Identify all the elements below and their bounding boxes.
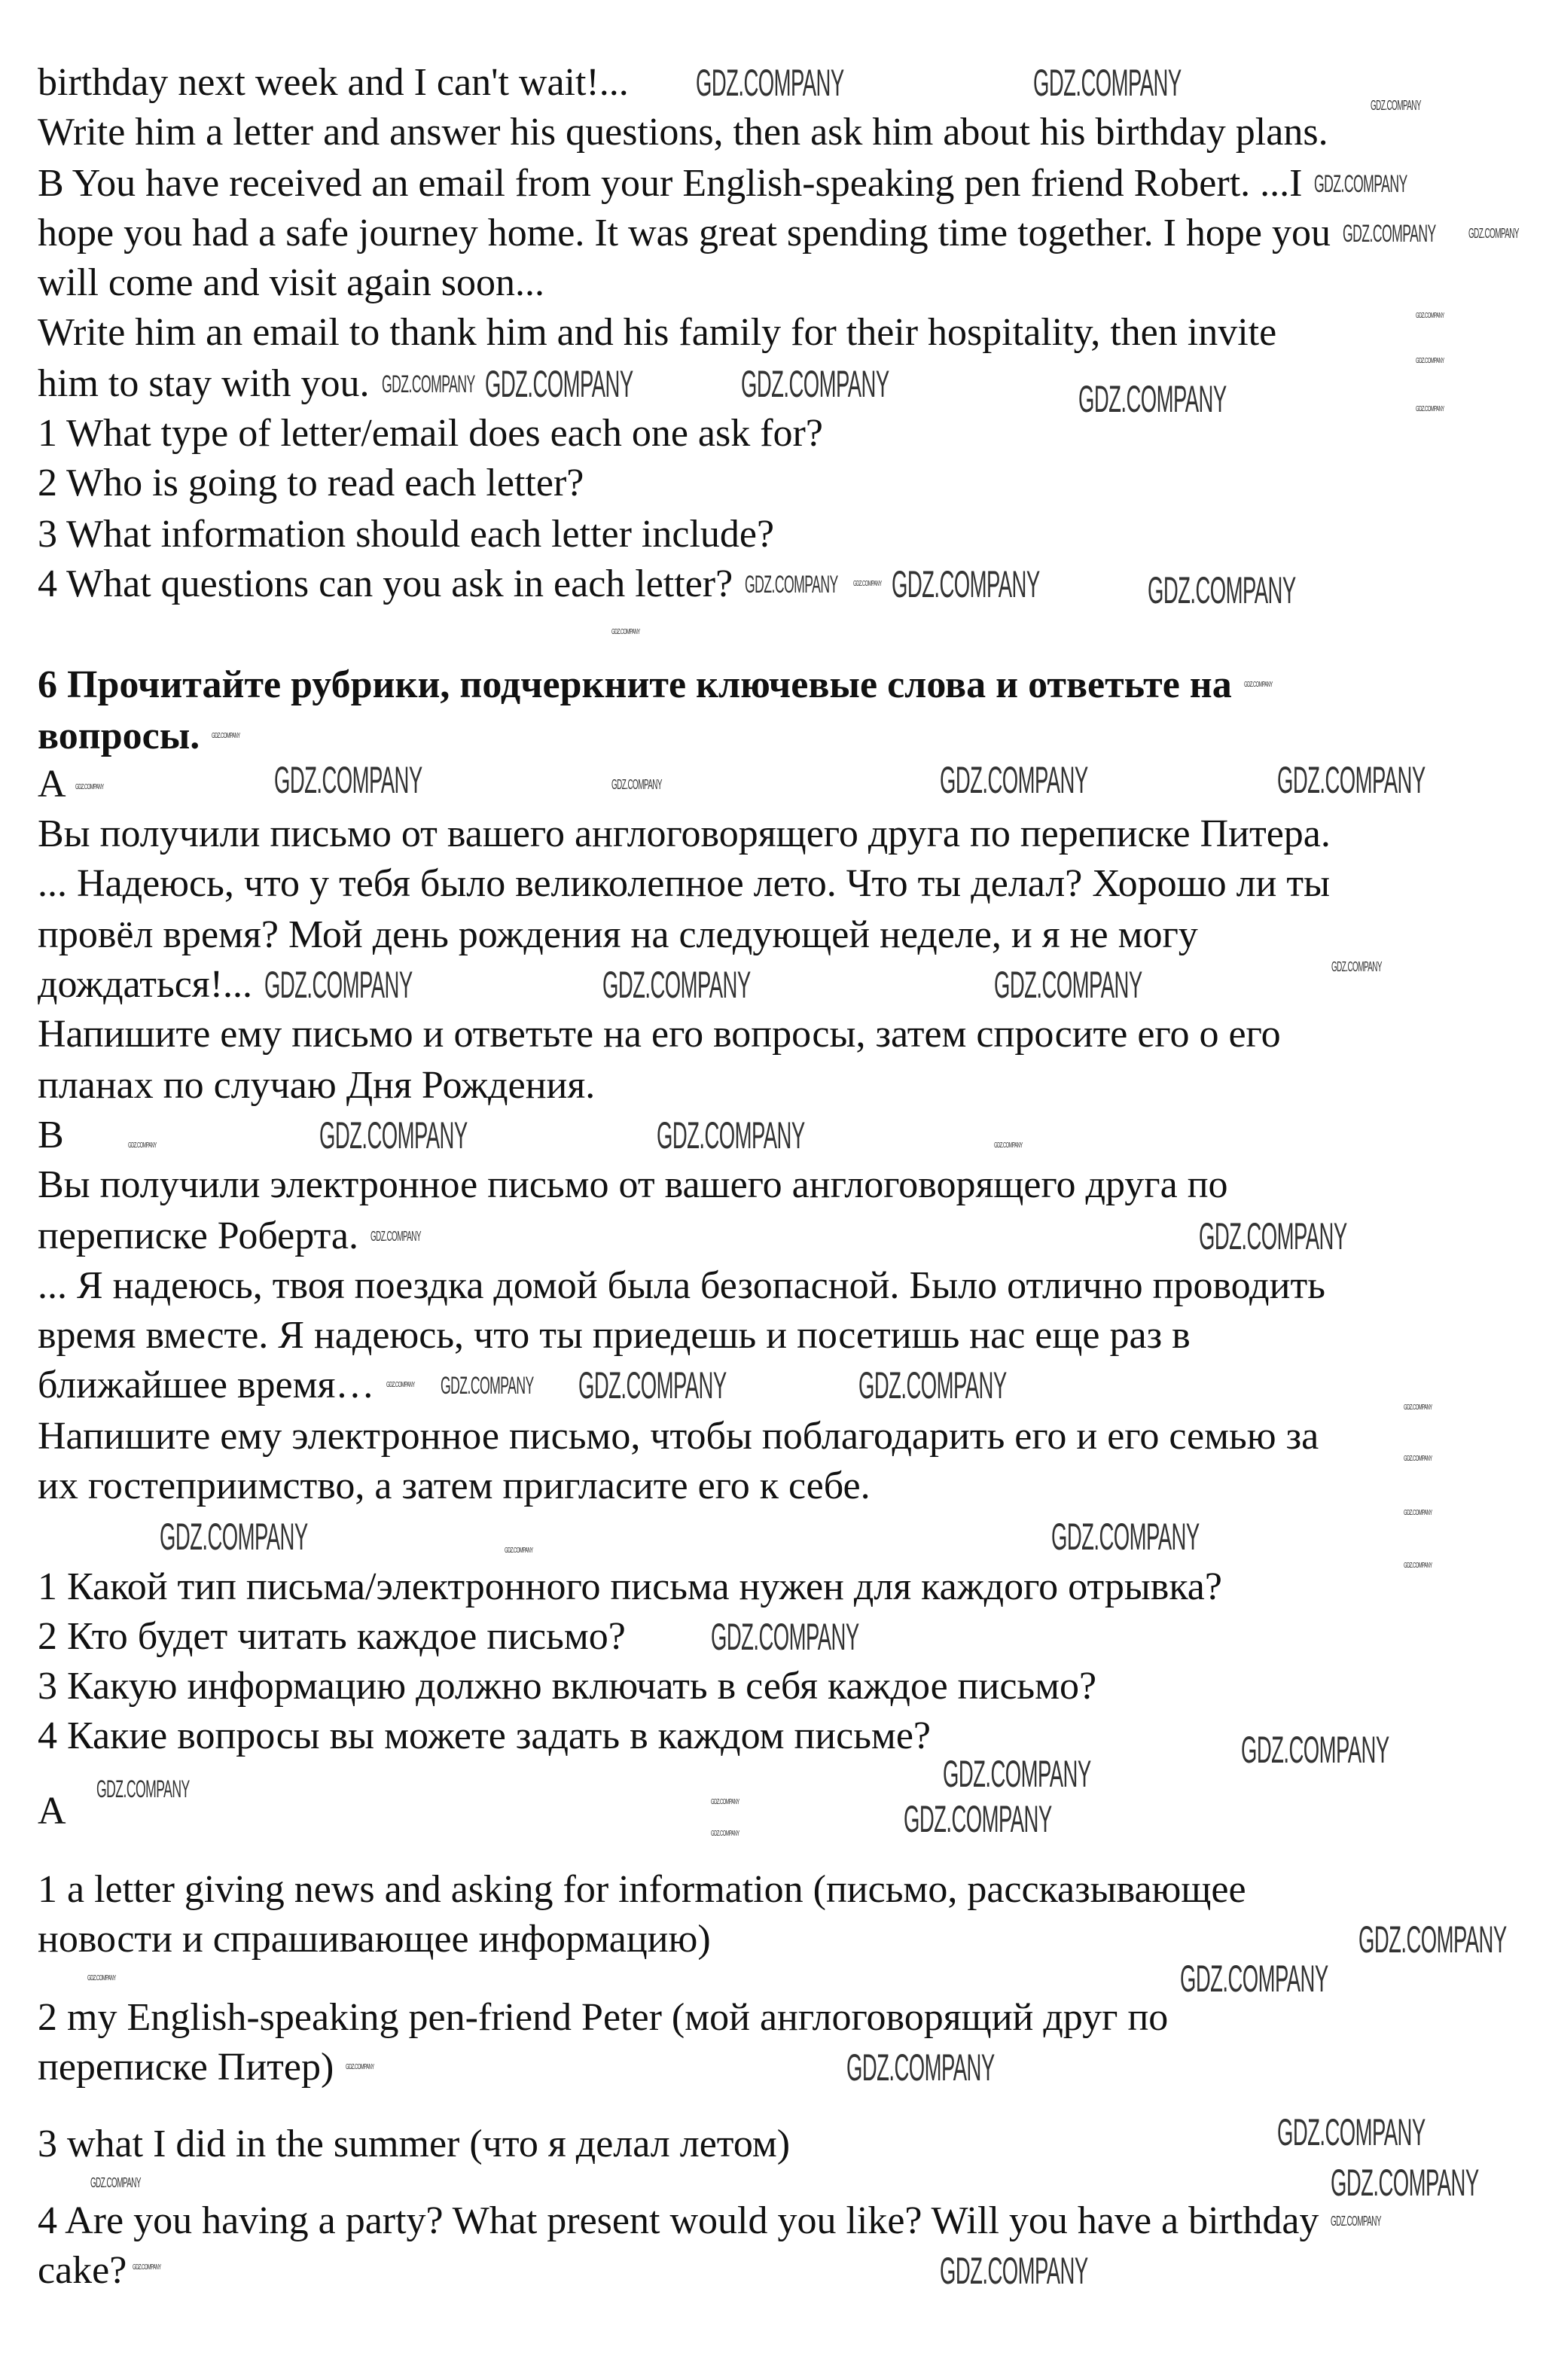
watermark-text: GDZ.COMPANY	[1416, 357, 1444, 365]
watermark-text: GDZ.COMPANY	[1199, 1215, 1347, 1257]
watermark-text: GDZ.COMPANY	[1404, 1562, 1432, 1570]
text-line: ... Я надеюсь, твоя поездка домой была безопасной. Было отлично проводить	[38, 1264, 1325, 1307]
watermark-text: GDZ.COMPANY	[505, 1547, 533, 1555]
watermark-text: GDZ.COMPANY	[943, 1753, 1091, 1795]
watermark-text: GDZ.COMPANY	[274, 759, 422, 801]
text-line: Напишите ему письмо и ответьте на его вопросы, затем спросите его о его	[38, 1013, 1281, 1056]
watermark-text: GDZ.COMPANY	[319, 1114, 468, 1156]
watermark-text: GDZ.COMPANY	[858, 1364, 1007, 1406]
text-line: 1 a letter giving news and asking for information (письмо, рассказывающее	[38, 1868, 1246, 1911]
watermark-text: GDZ.COMPANY	[904, 1798, 1052, 1840]
watermark-text: GDZ.COMPANY	[1277, 759, 1426, 801]
watermark-text: GDZ.COMPANY	[602, 964, 751, 1006]
watermark-text: GDZ.COMPANY	[711, 1798, 739, 1806]
text-line: новости и спрашивающее информацию)	[38, 1918, 711, 1961]
text-line: планах по случаю Дня Рождения.	[38, 1064, 596, 1107]
watermark-text: GDZ.COMPANY	[994, 1141, 1023, 1150]
text-line: 4 What questions can you ask in each letter?	[38, 562, 733, 605]
text-line: will come and visit again soon...	[38, 261, 545, 304]
watermark-text: GDZ.COMPANY	[128, 1141, 157, 1150]
text-line: B	[38, 1114, 64, 1156]
text-line: переписке Роберта.	[38, 1214, 359, 1257]
watermark-text: GDZ.COMPANY	[441, 1372, 534, 1399]
text-line: A	[38, 1790, 66, 1833]
task-heading-line: 6 Прочитайте рубрики, подчеркните ключевые слова и ответьте на	[38, 663, 1232, 706]
watermark-text: GDZ.COMPANY	[578, 1364, 727, 1406]
text-line: 3 What information should each letter include?	[38, 513, 775, 556]
watermark-text: GDZ.COMPANY	[1277, 2111, 1426, 2153]
text-line: Write him an email to thank him and his family for their hospitality, then invite	[38, 311, 1277, 354]
watermark-text: GDZ.COMPANY	[657, 1114, 805, 1156]
watermark-text: GDZ.COMPANY	[160, 1516, 308, 1558]
watermark-text: GDZ.COMPANY	[1331, 959, 1382, 974]
text-line: 2 my English-speaking pen-friend Peter (мой англоговорящий друг по	[38, 1996, 1169, 2039]
watermark-text: GDZ.COMPANY	[853, 580, 882, 588]
watermark-text: GDZ.COMPANY	[1404, 1403, 1432, 1412]
text-line: Вы получили письмо от вашего англоговорящего друга по переписке Питера.	[38, 812, 1331, 855]
text-line: ближайшее время…	[38, 1364, 375, 1406]
watermark-text: GDZ.COMPANY	[87, 1974, 116, 1982]
watermark-text: GDZ.COMPANY	[940, 759, 1088, 801]
watermark-text: GDZ.COMPANY	[1416, 405, 1444, 413]
watermark-text: GDZ.COMPANY	[1078, 378, 1227, 420]
watermark-text: GDZ.COMPANY	[212, 732, 240, 740]
watermark-text: GDZ.COMPANY	[741, 363, 889, 405]
watermark-text: GDZ.COMPANY	[1358, 1918, 1507, 1961]
text-line: ... Надеюсь, что у тебя было великолепное лето. Что ты делал? Хорошо ли ты	[38, 862, 1331, 905]
text-line: him to stay with you.	[38, 362, 370, 405]
watermark-text: GDZ.COMPANY	[745, 571, 838, 598]
watermark-text: GDZ.COMPANY	[1148, 569, 1296, 611]
text-line: 4 Are you having a party? What present would you like? Will you have a birthday	[38, 2199, 1319, 2242]
text-line: время вместе. Я надеюсь, что ты приедешь и посетишь нас еще раз в	[38, 1314, 1191, 1357]
text-line: 1 What type of letter/email does each one ask for?	[38, 412, 823, 455]
text-line: Вы получили электронное письмо от вашего англоговорящего друга по	[38, 1163, 1228, 1206]
text-line: Write him a letter and answer his questions, then ask him about his birthday plans.	[38, 111, 1328, 154]
watermark-text: GDZ.COMPANY	[381, 370, 475, 398]
watermark-text: GDZ.COMPANY	[1243, 681, 1273, 689]
text-line: их гостеприимство, а затем пригласите его к себе.	[38, 1464, 871, 1507]
watermark-text: GDZ.COMPANY	[1314, 170, 1408, 197]
watermark-text: GDZ.COMPANY	[485, 363, 633, 405]
watermark-text: GDZ.COMPANY	[1331, 2214, 1382, 2229]
watermark-text: GDZ.COMPANY	[1331, 2162, 1480, 2204]
watermark-text: GDZ.COMPANY	[96, 1775, 190, 1803]
text-line: A	[38, 763, 66, 806]
watermark-text: GDZ.COMPANY	[370, 1229, 421, 1244]
text-line: 3 what I did in the summer (что я делал летом)	[38, 2122, 791, 2165]
watermark-text: GDZ.COMPANY	[940, 2250, 1088, 2292]
watermark-text: GDZ.COMPANY	[1241, 1729, 1389, 1771]
watermark-text: GDZ.COMPANY	[1342, 220, 1436, 247]
text-line: 2 Who is going to read each letter?	[38, 462, 584, 504]
watermark-text: GDZ.COMPANY	[264, 964, 413, 1006]
watermark-text: GDZ.COMPANY	[1033, 62, 1182, 104]
watermark-text: GDZ.COMPANY	[1468, 226, 1520, 241]
watermark-text: GDZ.COMPANY	[386, 1381, 416, 1389]
watermark-text: GDZ.COMPANY	[611, 628, 640, 636]
watermark-text: GDZ.COMPANY	[133, 2263, 161, 2272]
text-line: cake?	[38, 2249, 127, 2292]
text-line: 1 Какой тип письма/электронного письма нужен для каждого отрывка?	[38, 1565, 1222, 1608]
watermark-text: GDZ.COMPANY	[1404, 1455, 1432, 1463]
text-line: B You have received an email from your English-speaking pen friend Robert. ...I	[38, 162, 1303, 205]
text-line: hope you had a safe journey home. It was great spending time together. I hope you	[38, 212, 1331, 254]
watermark-text: GDZ.COMPANY	[994, 964, 1142, 1006]
text-line: 2 Кто будет читать каждое письмо?	[38, 1615, 626, 1658]
task-heading-line: вопросы.	[38, 715, 200, 757]
text-line: Напишите ему электронное письмо, чтобы поблагодарить его и его семью за	[38, 1415, 1319, 1458]
watermark-text: GDZ.COMPANY	[696, 62, 844, 104]
text-line: дождаться!...	[38, 963, 253, 1006]
text-line: 4 Какие вопросы вы можете задать в каждом письме?	[38, 1714, 931, 1757]
watermark-text: GDZ.COMPANY	[611, 777, 662, 792]
watermark-text: GDZ.COMPANY	[1180, 1958, 1328, 2000]
watermark-text: GDZ.COMPANY	[1416, 312, 1444, 320]
watermark-text: GDZ.COMPANY	[892, 563, 1040, 605]
text-line: 3 Какую информацию должно включать в себя каждое письмо?	[38, 1665, 1097, 1708]
watermark-text: GDZ.COMPANY	[90, 2175, 141, 2190]
watermark-text: GDZ.COMPANY	[1051, 1516, 1200, 1558]
watermark-text: GDZ.COMPANY	[846, 2046, 995, 2089]
watermark-text: GDZ.COMPANY	[75, 783, 104, 791]
text-line: переписке Питер)	[38, 2046, 334, 2089]
watermark-text: GDZ.COMPANY	[711, 1830, 739, 1838]
text-line: провёл время? Мой день рождения на следующей неделе, и я не могу	[38, 913, 1198, 956]
watermark-text: GDZ.COMPANY	[346, 2063, 374, 2071]
watermark-text: GDZ.COMPANY	[711, 1616, 859, 1658]
watermark-text: GDZ.COMPANY	[1404, 1509, 1432, 1517]
text-line: birthday next week and I can't wait!...	[38, 61, 629, 104]
watermark-text: GDZ.COMPANY	[1371, 98, 1421, 113]
